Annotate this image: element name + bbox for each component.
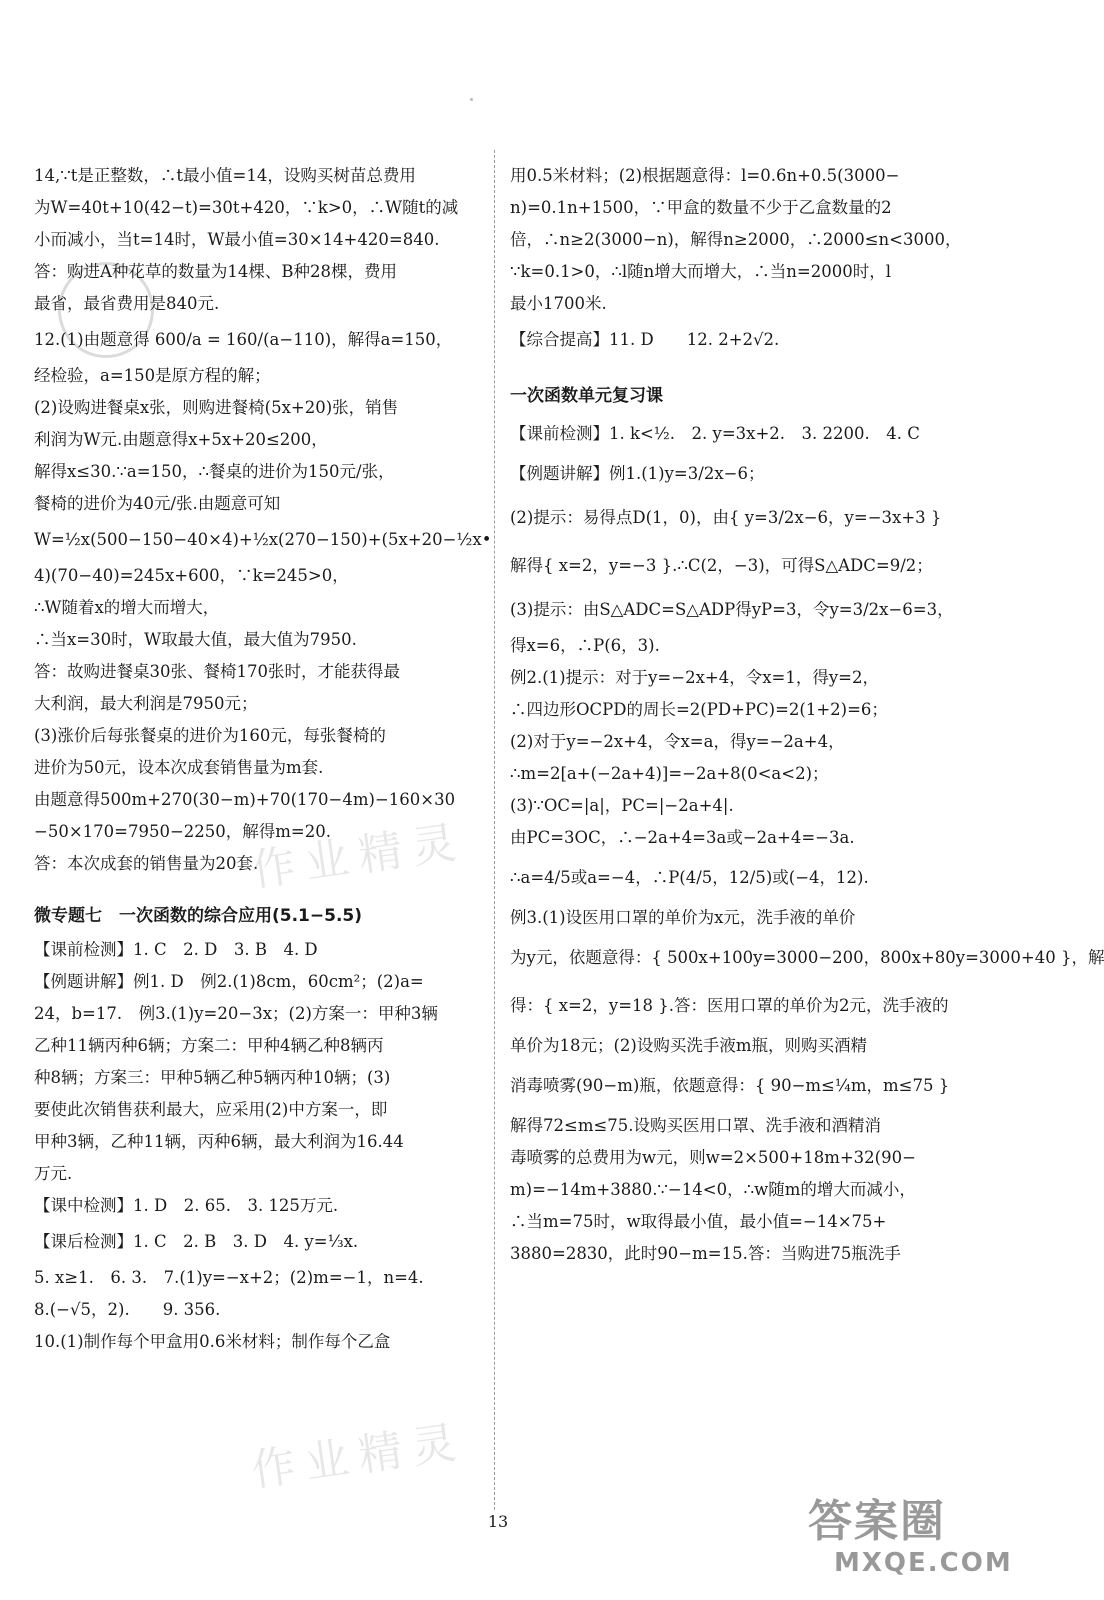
text-line: 例2.(1)提示：对于y=−2x+4，令x=1，得y=2， (510, 668, 879, 687)
text-line: 种8辆；方案三：甲种5辆乙种5辆丙种10辆；(3) (34, 1068, 391, 1087)
text-line: 14,∵t是正整数，∴t最小值=14，设购买树苗总费用 (34, 166, 416, 185)
text-line: 4)(70−40)=245x+600，∵k=245>0， (34, 566, 349, 585)
text-line: (2)对于y=−2x+4，令x=a，得y=−2a+4， (510, 732, 845, 751)
logo-mark: 答案圈 (808, 1496, 946, 1547)
text-line: (3)∵OC=|a|，PC=|−2a+4|. (510, 796, 734, 815)
text-line: 答：故购进餐桌30张、餐椅170张时，才能获得最 (34, 662, 400, 681)
logo-url: MXQE.COM (834, 1548, 1013, 1578)
text-line: W=½x(500−150−40×4)+½x(270−150)+(5x+20−½x• (34, 530, 492, 549)
left-column (34, 160, 492, 1358)
text-line: 例3.(1)设医用口罩的单价为x元，洗手液的单价 (510, 908, 856, 927)
page-number: 13 (487, 1512, 509, 1531)
text-line: 经检验，a=150是原方程的解； (34, 366, 271, 385)
text-line: 得：{ x=2，y=18 }.答：医用口罩的单价为2元，洗手液的 (510, 996, 949, 1015)
text-line: ∴a=4/5或a=−4，∴P(4/5，12/5)或(−4，12). (510, 868, 869, 887)
text-line: 最小1700米. (510, 294, 607, 313)
section-heading-left: 微专题七 一次函数的综合应用(5.1−5.5) (34, 906, 363, 926)
column-divider (494, 150, 495, 1510)
text-line: ∴四边形OCPD的周长=2(PD+PC)=2(1+2)=6； (510, 700, 888, 719)
left-text-block (34, 160, 492, 880)
text-line: 倍，∴n≥2(3000−n)，解得n≥2000，∴2000≤n<3000， (510, 230, 962, 249)
text-line: ∵k=0.1>0，∴l随n增大而增大，∴当n=2000时，l (510, 262, 892, 281)
text-line: 解得x≤30.∵a=150，∴餐桌的进价为150元/张， (34, 462, 395, 481)
text-line: ∴当x=30时，W取最大值，最大值为7950. (34, 630, 357, 649)
text-line: 要使此次销售获利最大，应采用(2)中方案一，即 (34, 1100, 388, 1119)
right-text-block (510, 160, 962, 360)
text-line: 由题意得500m+270(30−m)+70(170−4m)−160×30 (34, 790, 456, 809)
text-line: 乙种11辆丙种6辆；方案二：甲种4辆乙种8辆丙 (34, 1036, 384, 1055)
text-line: −50×170=7950−2250，解得m=20. (34, 822, 331, 841)
text-line: 12.(1)由题意得 600/a = 160/(a−110)，解得a=150， (34, 330, 453, 349)
left-text-block-2 (34, 934, 479, 1358)
text-line: m)=−14m+3880.∵−14<0，∴w随m的增大而减小， (510, 1180, 916, 1199)
text-line: 由PC=3OC，∴−2a+4=3a或−2a+4=−3a. (510, 828, 855, 847)
text-line: 最省，最省费用是840元. (34, 294, 220, 313)
text-line: 为y元，依题意得：{ 500x+100y=3000−200，800x+80y=3000+40 }，解 (510, 948, 1104, 967)
text-line: 利润为W元.由题意得x+5x+20≤200， (34, 430, 328, 449)
text-line: 答：购进A种花草的数量为14棵、B种28棵，费用 (34, 262, 398, 281)
text-line: 解得72≤m≤75.设购买医用口罩、洗手液和酒精消 (510, 1116, 882, 1135)
text-line: ∴W随着x的增大而增大， (34, 598, 220, 617)
text-line: 【例题讲解】例1.(1)y=3/2x−6； (510, 464, 765, 483)
right-column (510, 160, 1104, 1270)
scan-dot (470, 98, 473, 101)
text-line: n)=0.1n+1500，∵甲盒的数量不少于乙盒数量的2 (510, 198, 892, 217)
text-line: 消毒喷雾(90−m)瓶，依题意得：{ 90−m≤¼m，m≤75 } (510, 1076, 950, 1095)
text-line: 进价为50元，设本次成套销售量为m套. (34, 758, 324, 777)
text-line: 【课后检测】1. C 2. B 3. D 4. y=⅓x. (34, 1232, 359, 1251)
text-line: 解得{ x=2，y=−3 }.∴C(2，−3)，可得S△ADC=9/2； (510, 556, 933, 575)
text-line: 3880=2830，此时90−m=15.答：当购进75瓶洗手 (510, 1244, 901, 1263)
text-line: 5. x≥1. 6. 3. 7.(1)y=−x+2；(2)m=−1，n=4. (34, 1268, 424, 1287)
text-line: ∴当m=75时，w取得最小值，最小值=−14×75+ (510, 1212, 887, 1231)
text-line: 餐椅的进价为40元/张.由题意可知 (34, 494, 281, 513)
text-line: 【课前检测】1. C 2. D 3. B 4. D (34, 940, 318, 959)
text-line: (2)设购进餐桌x张，则购进餐椅(5x+20)张，销售 (34, 398, 399, 417)
text-line: 为W=40t+10(42−t)=30t+420，∵k>0，∴W随t的减 (34, 198, 459, 217)
text-line: 【综合提高】11. D 12. 2+2√2. (510, 330, 780, 349)
text-line: ∴m=2[a+(−2a+4)]=−2a+8(0<a<2)； (510, 764, 829, 783)
text-line: 单价为18元；(2)设购买洗手液m瓶，则购买酒精 (510, 1036, 868, 1055)
text-line: 8.(−√5，2). 9. 356. (34, 1300, 221, 1319)
text-line: 万元. (34, 1164, 73, 1183)
text-line: 甲种3辆，乙种11辆，丙种6辆，最大利润为16.44 (34, 1132, 404, 1151)
text-line: 小而减小，当t=14时，W最小值=30×14+420=840. (34, 230, 440, 249)
site-logo (808, 1496, 1013, 1592)
text-line: (3)提示：由S△ADC=S△ADP得yP=3，令y=3/2x−6=3， (510, 600, 954, 619)
watermark: 作业精灵 (248, 1416, 470, 1497)
text-line: (2)提示：易得点D(1，0)，由{ y=3/2x−6，y=−3x+3 } (510, 508, 942, 527)
text-line: 【课前检测】1. k<½. 2. y=3x+2. 3. 2200. 4. C (510, 424, 920, 443)
text-line: 24，b=17. 例3.(1)y=20−3x；(2)方案一：甲种3辆 (34, 1004, 438, 1023)
text-line: 【例题讲解】例1. D 例2.(1)8cm，60cm²；(2)a= (34, 972, 424, 991)
watermark: 作业精灵 (248, 816, 470, 897)
text-line: 10.(1)制作每个甲盒用0.6米材料；制作每个乙盒 (34, 1332, 391, 1351)
text-line: 得x=6，∴P(6，3). (510, 636, 660, 655)
text-line: 【课中检测】1. D 2. 65. 3. 125万元. (34, 1196, 339, 1215)
section-heading-right: 一次函数单元复习课 (510, 386, 663, 406)
text-line: (3)涨价后每张餐桌的进价为160元，每张餐椅的 (34, 726, 386, 745)
text-line: 毒喷雾的总费用为w元，则w=2×500+18m+32(90− (510, 1148, 916, 1167)
text-line: 答：本次成套的销售量为20套. (34, 854, 259, 873)
right-text-block-2 (510, 414, 1104, 1270)
text-line: 用0.5米材料；(2)根据题意得：l=0.6n+0.5(3000− (510, 166, 900, 185)
text-line: 大利润，最大利润是7950元； (34, 694, 258, 713)
